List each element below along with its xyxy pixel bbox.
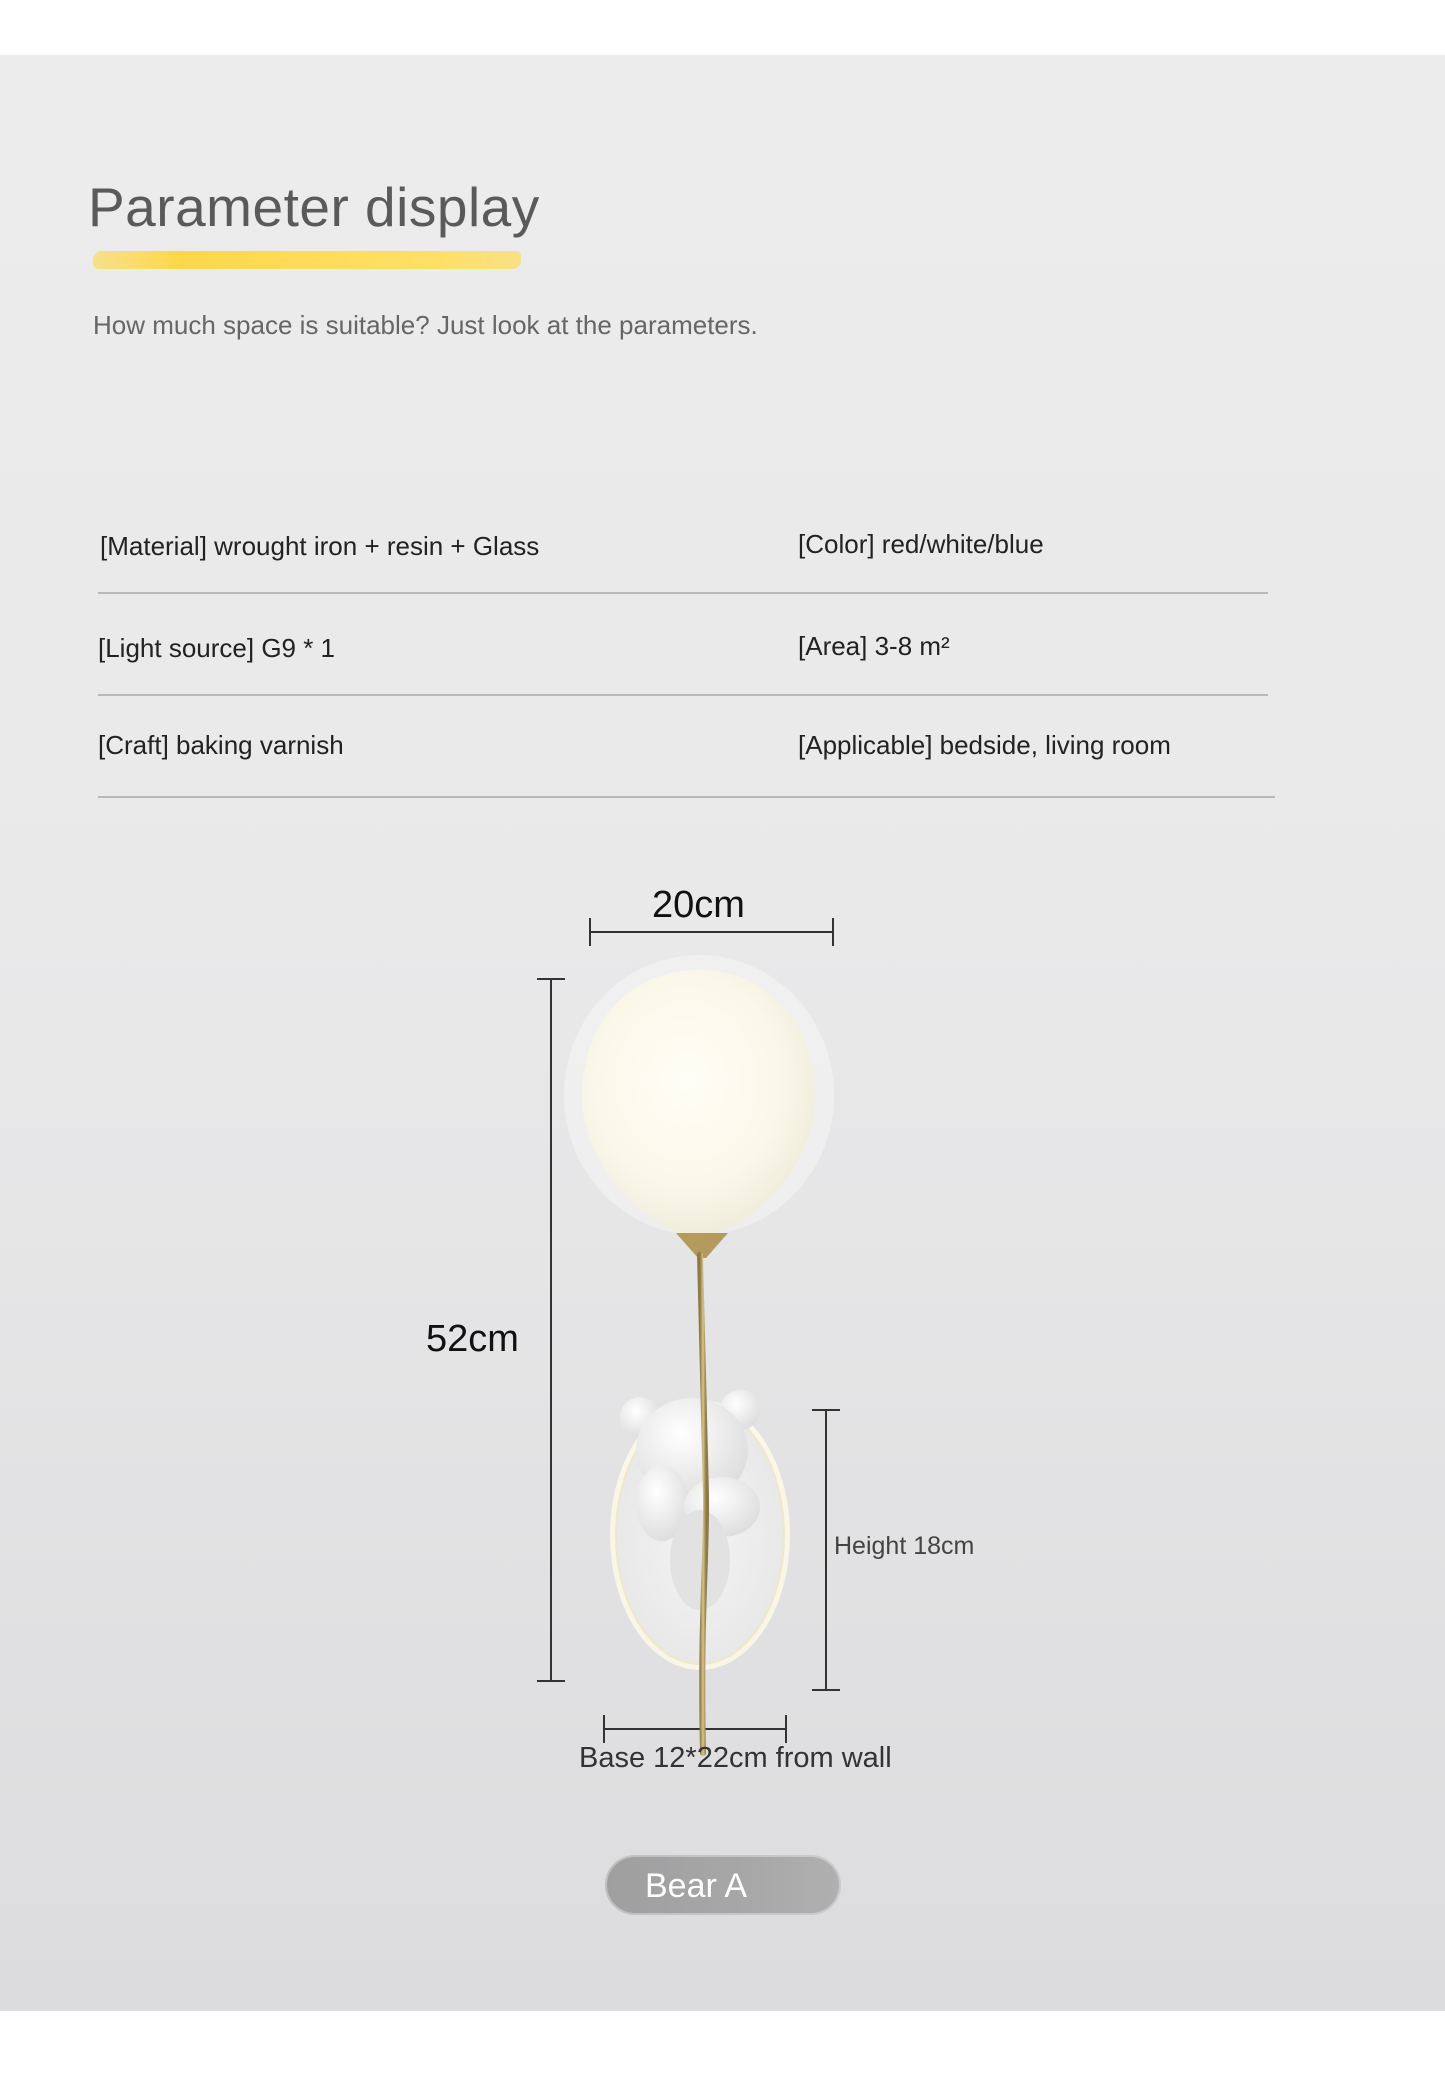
lamp-dimension-diagram (0, 55, 1445, 2011)
base-size-label: Base 12*22cm from wall (579, 1742, 892, 1774)
param-craft: [Craft] baking varnish (98, 730, 344, 760)
variant-bear-a-button[interactable] (605, 1855, 841, 1915)
param-area: [Area] 3-8 m² (798, 631, 950, 661)
base-height-label: Height 18cm (834, 1532, 975, 1560)
width-dimension-label: 20cm (652, 884, 745, 926)
section-title: Parameter display (88, 176, 540, 238)
section-subtitle: How much space is suitable? Just look at the parameters. (93, 310, 758, 340)
param-color: [Color] red/white/blue (798, 529, 1044, 559)
height-dimension-line (537, 979, 565, 1681)
base-width-dimension-line (604, 1715, 786, 1743)
param-material: [Material] wrought iron + resin + Glass (100, 531, 540, 561)
variant-label: Bear A (645, 1867, 748, 1905)
height-dimension-label: 52cm (426, 1318, 519, 1360)
param-applicable: [Applicable] bedside, living room (798, 730, 1171, 760)
param-light-source: [Light source] G9 * 1 (98, 633, 336, 663)
parameter-panel (0, 55, 1445, 2011)
